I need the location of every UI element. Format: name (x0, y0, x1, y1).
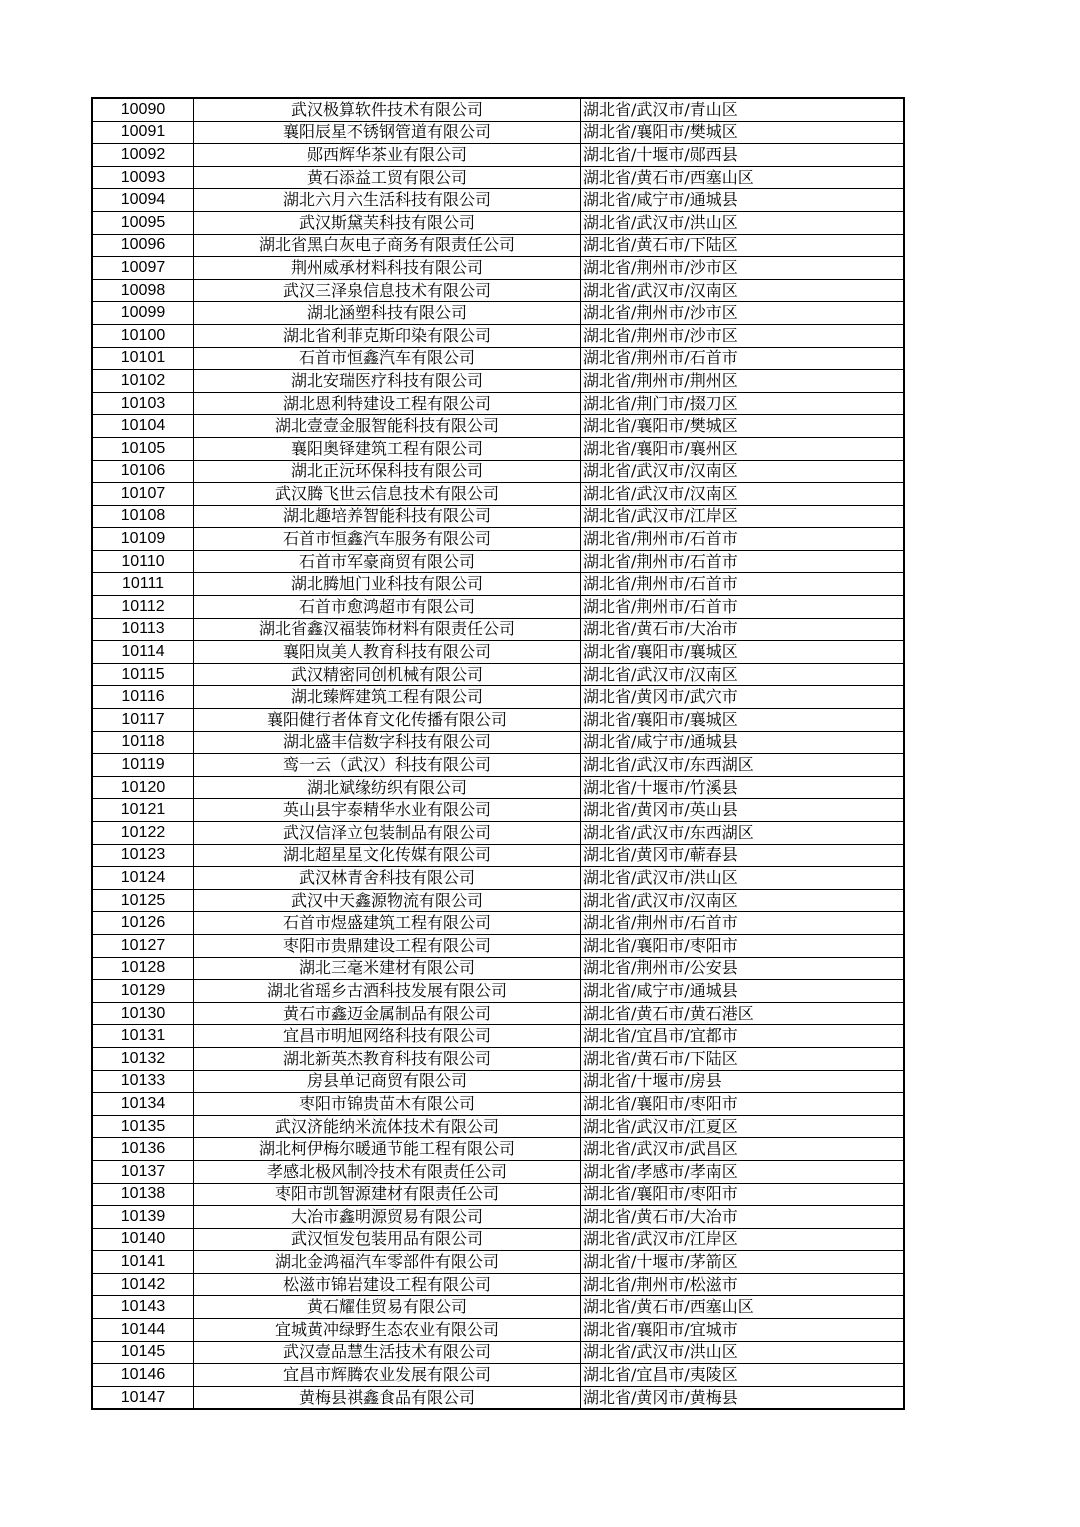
table-row (92, 1183, 904, 1206)
region-cell: 湖北省/襄阳市/宜城市 (581, 1319, 905, 1342)
table-row (92, 211, 904, 234)
table-row (92, 596, 904, 619)
region-cell: 湖北省/武汉市/武昌区 (581, 1138, 905, 1161)
region-cell: 湖北省/咸宁市/通城县 (581, 980, 905, 1003)
row-id-cell: 10117 (92, 709, 194, 732)
table-row (92, 641, 904, 664)
row-id-cell: 10127 (92, 934, 194, 957)
table-row (92, 844, 904, 867)
region-cell: 湖北省/武汉市/东西湖区 (581, 754, 905, 777)
region-cell: 湖北省/荆州市/松滋市 (581, 1273, 905, 1296)
row-id-cell: 10130 (92, 1002, 194, 1025)
row-id-cell: 10101 (92, 347, 194, 370)
row-id-cell: 10092 (92, 144, 194, 167)
row-id-cell: 10093 (92, 166, 194, 189)
company-name-cell: 襄阳健行者体育文化传播有限公司 (194, 709, 581, 732)
company-name-cell: 武汉信泽立包装制品有限公司 (194, 822, 581, 845)
company-name-cell: 枣阳市贵鼎建设工程有限公司 (194, 934, 581, 957)
region-cell: 湖北省/武汉市/洪山区 (581, 867, 905, 890)
company-name-cell: 黄石添益工贸有限公司 (194, 166, 581, 189)
region-cell: 湖北省/黄石市/西塞山区 (581, 1296, 905, 1319)
row-id-cell: 10128 (92, 957, 194, 980)
region-cell: 湖北省/襄阳市/襄州区 (581, 437, 905, 460)
row-id-cell: 10102 (92, 370, 194, 393)
table-row (92, 1273, 904, 1296)
table-row (92, 324, 904, 347)
region-cell: 湖北省/咸宁市/通城县 (581, 189, 905, 212)
row-id-cell: 10105 (92, 437, 194, 460)
row-id-cell: 10116 (92, 686, 194, 709)
row-id-cell: 10091 (92, 121, 194, 144)
region-cell: 湖北省/襄阳市/枣阳市 (581, 1183, 905, 1206)
row-id-cell: 10094 (92, 189, 194, 212)
region-cell: 湖北省/襄阳市/樊城区 (581, 121, 905, 144)
row-id-cell: 10142 (92, 1273, 194, 1296)
region-cell: 湖北省/荆州市/石首市 (581, 347, 905, 370)
row-id-cell: 10147 (92, 1386, 194, 1409)
company-name-cell: 黄梅县祺鑫食品有限公司 (194, 1386, 581, 1409)
region-cell: 湖北省/襄阳市/樊城区 (581, 415, 905, 438)
table-row (92, 505, 904, 528)
table-row (92, 889, 904, 912)
company-name-cell: 武汉极算软件技术有限公司 (194, 98, 581, 121)
table-row (92, 1002, 904, 1025)
region-cell: 湖北省/黄冈市/黄梅县 (581, 1386, 905, 1409)
row-id-cell: 10143 (92, 1296, 194, 1319)
company-name-cell: 武汉中天鑫源物流有限公司 (194, 889, 581, 912)
row-id-cell: 10122 (92, 822, 194, 845)
company-name-cell: 英山县宇泰精华水业有限公司 (194, 799, 581, 822)
company-name-cell: 武汉恒发包装用品有限公司 (194, 1228, 581, 1251)
table-row (92, 1160, 904, 1183)
row-id-cell: 10131 (92, 1025, 194, 1048)
region-cell: 湖北省/黄石市/下陆区 (581, 1047, 905, 1070)
table-row (92, 1070, 904, 1093)
table-row (92, 709, 904, 732)
row-id-cell: 10100 (92, 324, 194, 347)
company-name-cell: 襄阳岚美人教育科技有限公司 (194, 641, 581, 664)
company-name-cell: 湖北柯伊梅尔暖通节能工程有限公司 (194, 1138, 581, 1161)
region-cell: 湖北省/武汉市/汉南区 (581, 889, 905, 912)
company-name-cell: 武汉腾飞世云信息技术有限公司 (194, 483, 581, 506)
region-cell: 湖北省/咸宁市/通城县 (581, 731, 905, 754)
region-cell: 湖北省/宜昌市/夷陵区 (581, 1364, 905, 1387)
region-cell: 湖北省/荆州市/石首市 (581, 573, 905, 596)
table-row (92, 1025, 904, 1048)
table-row (92, 1364, 904, 1387)
company-name-cell: 石首市煜盛建筑工程有限公司 (194, 912, 581, 935)
region-cell: 湖北省/武汉市/汉南区 (581, 483, 905, 506)
table-row (92, 934, 904, 957)
region-cell: 湖北省/襄阳市/襄城区 (581, 709, 905, 732)
row-id-cell: 10090 (92, 98, 194, 121)
company-name-cell: 湖北省瑶乡古酒科技发展有限公司 (194, 980, 581, 1003)
company-name-cell: 枣阳市凯智源建材有限责任公司 (194, 1183, 581, 1206)
row-id-cell: 10135 (92, 1115, 194, 1138)
region-cell: 湖北省/荆州市/石首市 (581, 596, 905, 619)
region-cell: 湖北省/黄冈市/蕲春县 (581, 844, 905, 867)
row-id-cell: 10126 (92, 912, 194, 935)
company-name-cell: 武汉三泽泉信息技术有限公司 (194, 279, 581, 302)
table-row (92, 1319, 904, 1342)
table-row (92, 144, 904, 167)
table-row (92, 392, 904, 415)
table-row (92, 1251, 904, 1274)
region-cell: 湖北省/十堰市/茅箭区 (581, 1251, 905, 1274)
row-id-cell: 10098 (92, 279, 194, 302)
company-name-cell: 枣阳市锦贵苗木有限公司 (194, 1093, 581, 1116)
company-name-cell: 湖北正沅环保科技有限公司 (194, 460, 581, 483)
row-id-cell: 10144 (92, 1319, 194, 1342)
company-name-cell: 湖北超星星文化传媒有限公司 (194, 844, 581, 867)
table-row (92, 912, 904, 935)
table-row (92, 370, 904, 393)
company-name-cell: 武汉林青舍科技有限公司 (194, 867, 581, 890)
company-name-cell: 宜城黄冲绿野生态农业有限公司 (194, 1319, 581, 1342)
region-cell: 湖北省/黄石市/西塞山区 (581, 166, 905, 189)
row-id-cell: 10139 (92, 1206, 194, 1229)
region-cell: 湖北省/襄阳市/襄城区 (581, 641, 905, 664)
row-id-cell: 10104 (92, 415, 194, 438)
company-name-cell: 黄石耀佳贸易有限公司 (194, 1296, 581, 1319)
table-row (92, 980, 904, 1003)
row-id-cell: 10124 (92, 867, 194, 890)
region-cell: 湖北省/黄冈市/英山县 (581, 799, 905, 822)
region-cell: 湖北省/孝感市/孝南区 (581, 1160, 905, 1183)
table-row (92, 1115, 904, 1138)
company-name-cell: 襄阳辰星不锈钢管道有限公司 (194, 121, 581, 144)
company-table-body (92, 98, 904, 1409)
company-name-cell: 湖北盛丰信数字科技有限公司 (194, 731, 581, 754)
table-row (92, 121, 904, 144)
company-name-cell: 武汉精密同创机械有限公司 (194, 663, 581, 686)
row-id-cell: 10145 (92, 1341, 194, 1364)
region-cell: 湖北省/荆门市/掇刀区 (581, 392, 905, 415)
company-name-cell: 湖北新英杰教育科技有限公司 (194, 1047, 581, 1070)
table-row (92, 957, 904, 980)
region-cell: 湖北省/十堰市/竹溪县 (581, 776, 905, 799)
region-cell: 湖北省/武汉市/青山区 (581, 98, 905, 121)
table-row (92, 437, 904, 460)
region-cell: 湖北省/黄石市/下陆区 (581, 234, 905, 257)
region-cell: 湖北省/荆州市/石首市 (581, 528, 905, 551)
table-row (92, 663, 904, 686)
company-name-cell: 湖北省利菲克斯印染有限公司 (194, 324, 581, 347)
company-name-cell: 松滋市锦岩建设工程有限公司 (194, 1273, 581, 1296)
company-name-cell: 湖北涵塑科技有限公司 (194, 302, 581, 325)
region-cell: 湖北省/荆州市/石首市 (581, 912, 905, 935)
table-row (92, 257, 904, 280)
company-name-cell: 湖北恩利特建设工程有限公司 (194, 392, 581, 415)
region-cell: 湖北省/襄阳市/枣阳市 (581, 1093, 905, 1116)
table-row (92, 1228, 904, 1251)
region-cell: 湖北省/黄冈市/武穴市 (581, 686, 905, 709)
company-name-cell: 湖北臻辉建筑工程有限公司 (194, 686, 581, 709)
region-cell: 湖北省/荆州市/荆州区 (581, 370, 905, 393)
row-id-cell: 10129 (92, 980, 194, 1003)
region-cell: 湖北省/黄石市/大冶市 (581, 1206, 905, 1229)
company-name-cell: 黄石市鑫迈金属制品有限公司 (194, 1002, 581, 1025)
row-id-cell: 10123 (92, 844, 194, 867)
table-row (92, 1206, 904, 1229)
row-id-cell: 10108 (92, 505, 194, 528)
company-name-cell: 湖北金鸿福汽车零部件有限公司 (194, 1251, 581, 1274)
company-name-cell: 湖北腾旭门业科技有限公司 (194, 573, 581, 596)
company-name-cell: 湖北三毫米建材有限公司 (194, 957, 581, 980)
row-id-cell: 10111 (92, 573, 194, 596)
row-id-cell: 10110 (92, 550, 194, 573)
company-table (91, 97, 905, 1410)
table-row (92, 867, 904, 890)
row-id-cell: 10133 (92, 1070, 194, 1093)
company-name-cell: 石首市愈鸿超市有限公司 (194, 596, 581, 619)
row-id-cell: 10113 (92, 618, 194, 641)
row-id-cell: 10120 (92, 776, 194, 799)
company-name-cell: 武汉斯黛芙科技有限公司 (194, 211, 581, 234)
row-id-cell: 10141 (92, 1251, 194, 1274)
company-name-cell: 孝感北极风制冷技术有限责任公司 (194, 1160, 581, 1183)
row-id-cell: 10106 (92, 460, 194, 483)
region-cell: 湖北省/宜昌市/宜都市 (581, 1025, 905, 1048)
company-name-cell: 湖北六月六生活科技有限公司 (194, 189, 581, 212)
table-row (92, 618, 904, 641)
company-name-cell: 湖北安瑞医疗科技有限公司 (194, 370, 581, 393)
table-row (92, 1341, 904, 1364)
region-cell: 湖北省/十堰市/郧西县 (581, 144, 905, 167)
company-name-cell: 湖北趣培养智能科技有限公司 (194, 505, 581, 528)
company-name-cell: 石首市恒鑫汽车服务有限公司 (194, 528, 581, 551)
company-name-cell: 湖北省鑫汉福装饰材料有限责任公司 (194, 618, 581, 641)
row-id-cell: 10132 (92, 1047, 194, 1070)
region-cell: 湖北省/荆州市/沙市区 (581, 302, 905, 325)
row-id-cell: 10097 (92, 257, 194, 280)
company-name-cell: 石首市恒鑫汽车有限公司 (194, 347, 581, 370)
row-id-cell: 10134 (92, 1093, 194, 1116)
table-row (92, 234, 904, 257)
company-name-cell: 湖北壹壹金服智能科技有限公司 (194, 415, 581, 438)
region-cell: 湖北省/襄阳市/枣阳市 (581, 934, 905, 957)
row-id-cell: 10103 (92, 392, 194, 415)
company-name-cell: 宜昌市辉腾农业发展有限公司 (194, 1364, 581, 1387)
region-cell: 湖北省/武汉市/洪山区 (581, 211, 905, 234)
row-id-cell: 10138 (92, 1183, 194, 1206)
row-id-cell: 10125 (92, 889, 194, 912)
company-name-cell: 荆州威承材料科技有限公司 (194, 257, 581, 280)
region-cell: 湖北省/荆州市/石首市 (581, 550, 905, 573)
table-row (92, 1138, 904, 1161)
table-row (92, 302, 904, 325)
row-id-cell: 10099 (92, 302, 194, 325)
table-row (92, 1386, 904, 1409)
table-row (92, 98, 904, 121)
table-row (92, 483, 904, 506)
row-id-cell: 10096 (92, 234, 194, 257)
table-row (92, 415, 904, 438)
region-cell: 湖北省/武汉市/江岸区 (581, 1228, 905, 1251)
region-cell: 湖北省/武汉市/汉南区 (581, 279, 905, 302)
region-cell: 湖北省/武汉市/洪山区 (581, 1341, 905, 1364)
table-row (92, 1047, 904, 1070)
table-row (92, 279, 904, 302)
row-id-cell: 10115 (92, 663, 194, 686)
table-row (92, 347, 904, 370)
row-id-cell: 10114 (92, 641, 194, 664)
company-name-cell: 大冶市鑫明源贸易有限公司 (194, 1206, 581, 1229)
company-name-cell: 襄阳奥铎建筑工程有限公司 (194, 437, 581, 460)
row-id-cell: 10119 (92, 754, 194, 777)
row-id-cell: 10146 (92, 1364, 194, 1387)
row-id-cell: 10109 (92, 528, 194, 551)
table-row (92, 550, 904, 573)
table-row (92, 528, 904, 551)
region-cell: 湖北省/武汉市/东西湖区 (581, 822, 905, 845)
company-name-cell: 武汉壹品慧生活技术有限公司 (194, 1341, 581, 1364)
row-id-cell: 10095 (92, 211, 194, 234)
table-row (92, 1296, 904, 1319)
company-name-cell: 鸾一云（武汉）科技有限公司 (194, 754, 581, 777)
company-name-cell: 宜昌市明旭网络科技有限公司 (194, 1025, 581, 1048)
row-id-cell: 10137 (92, 1160, 194, 1183)
region-cell: 湖北省/黄石市/黄石港区 (581, 1002, 905, 1025)
region-cell: 湖北省/黄石市/大冶市 (581, 618, 905, 641)
row-id-cell: 10140 (92, 1228, 194, 1251)
region-cell: 湖北省/十堰市/房县 (581, 1070, 905, 1093)
company-name-cell: 郧西辉华茶业有限公司 (194, 144, 581, 167)
table-row (92, 460, 904, 483)
table-row (92, 1093, 904, 1116)
table-row (92, 754, 904, 777)
company-name-cell: 湖北省黑白灰电子商务有限责任公司 (194, 234, 581, 257)
row-id-cell: 10121 (92, 799, 194, 822)
region-cell: 湖北省/武汉市/江岸区 (581, 505, 905, 528)
region-cell: 湖北省/武汉市/江夏区 (581, 1115, 905, 1138)
table-row (92, 776, 904, 799)
table-row (92, 573, 904, 596)
region-cell: 湖北省/荆州市/公安县 (581, 957, 905, 980)
company-name-cell: 武汉济能纳米流体技术有限公司 (194, 1115, 581, 1138)
company-name-cell: 房县单记商贸有限公司 (194, 1070, 581, 1093)
table-row (92, 822, 904, 845)
table-row (92, 799, 904, 822)
company-name-cell: 石首市军豪商贸有限公司 (194, 550, 581, 573)
row-id-cell: 10107 (92, 483, 194, 506)
company-name-cell: 湖北斌缘纺织有限公司 (194, 776, 581, 799)
region-cell: 湖北省/武汉市/汉南区 (581, 460, 905, 483)
region-cell: 湖北省/武汉市/汉南区 (581, 663, 905, 686)
region-cell: 湖北省/荆州市/沙市区 (581, 257, 905, 280)
row-id-cell: 10136 (92, 1138, 194, 1161)
region-cell: 湖北省/荆州市/沙市区 (581, 324, 905, 347)
row-id-cell: 10112 (92, 596, 194, 619)
row-id-cell: 10118 (92, 731, 194, 754)
table-row (92, 166, 904, 189)
table-row (92, 686, 904, 709)
table-row (92, 189, 904, 212)
table-row (92, 731, 904, 754)
